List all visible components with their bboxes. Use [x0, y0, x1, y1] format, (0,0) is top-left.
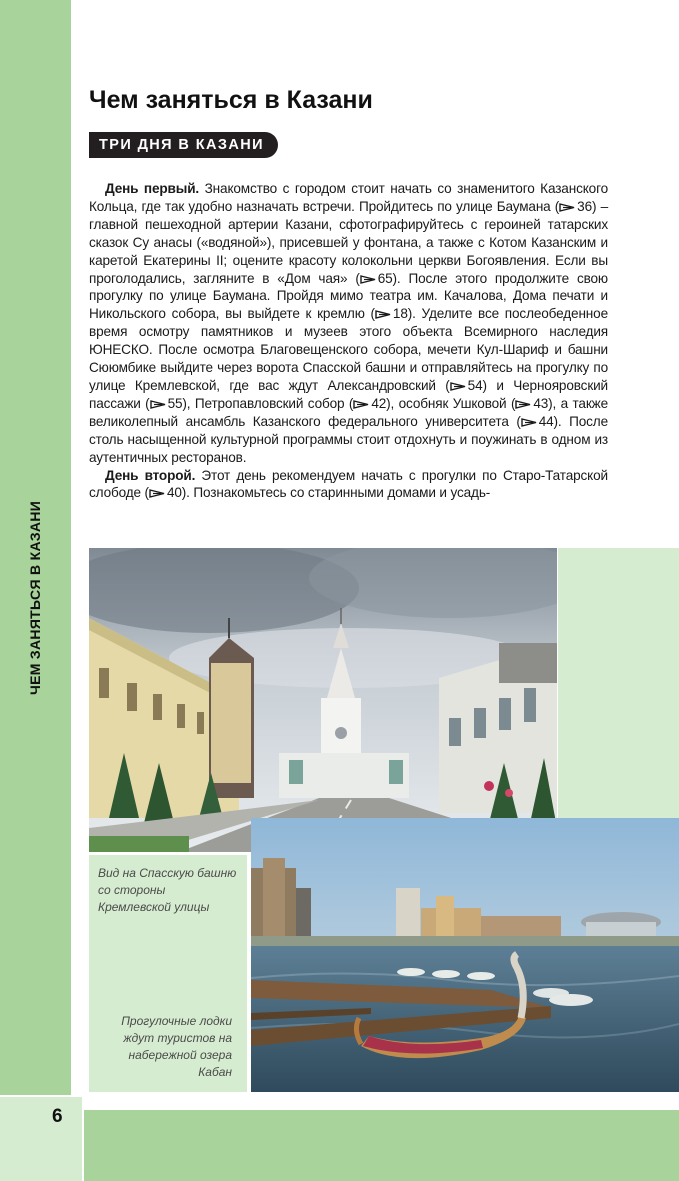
photo-kremlevskaya-street	[89, 548, 557, 852]
page-number: 6	[52, 1106, 63, 1127]
photo-caption-boats: Прогулочные лодки ждут туристов на набережной озера Кабан	[121, 1014, 232, 1079]
page-number-box	[0, 1097, 82, 1181]
page-ref-arrow-icon	[450, 382, 467, 391]
page-ref-arrow-icon	[375, 310, 392, 319]
day-one-label: День первый.	[105, 181, 200, 196]
page-ref-arrow-icon	[150, 400, 167, 409]
page-ref-arrow-icon	[521, 418, 538, 427]
section-title-vertical: ЧЕМ ЗАНЯТЬСЯ В КАЗАНИ	[27, 500, 43, 696]
decorative-panel-right	[558, 548, 679, 818]
section-badge: ТРИ ДНЯ В КАЗАНИ	[89, 132, 278, 158]
page-ref-arrow-icon	[149, 489, 166, 498]
photo-kaban-lake-boats	[251, 818, 679, 1092]
paragraph-day-two: День второй. Этот день рекомендуем начать с прогулки по Старо-Татарской слободе ( 40). Познакомьтесь со старинными домами и усадь-	[89, 467, 608, 501]
page-ref-arrow-icon	[515, 400, 532, 409]
page-ref-arrow-icon	[559, 203, 576, 212]
footer-band	[84, 1110, 679, 1181]
page-title: Чем заняться в Казани	[89, 86, 373, 114]
page-ref-arrow-icon	[360, 275, 377, 284]
page-ref-arrow-icon	[353, 400, 370, 409]
paragraph-day-one: День первый. Знакомство с городом стоит начать со знаменитого Казанского Кольца, где так удобно назначать встречи. Пройдитесь по улице Баумана ( 36) – главной пешеходной артерии Казани, сфотографируйтесь с героиней татарских сказок Су анасы («водяной»), присевшей у фонтана, а также с Котом Казанским и каретой Екатерины II; оцените красоту колокольни церкви Богоявления. Если вы проголодались, загляните в «Дом чая» ( 65). После этого продолжите свою прогулку по улице Баумана. Пройдя мимо театра им. Качалова, Дома печати и Никольского собора, вы выйдете к кремлю ( 18). Уделите все послеобеденное время осмотру памятников и музеев этого объекта Всемирного наследия ЮНЕСКО. После осмотра Благовещенского собора, мечети Кул-Шариф и башни Сююмбике выйдите через ворота Спасской башни и отправляйтесь на прогулку по улице Кремлевской, где вас ждут Александровский ( 54) и Чернояровский пассажи ( 55), Петропавловский собор ( 42), особняк Ушковой ( 43), а также великолепный ансамбль Казанского федерального университета ( 44). После столь насыщенной культурной программы стоит отдохнуть и поужинать в одном из аутентичных ресторанов.	[89, 181, 609, 465]
article-body	[89, 180, 608, 502]
day-two-label: День второй.	[105, 467, 196, 483]
photo-caption-spasskaya: Вид на Спасскую башню со стороны Кремлевской улицы	[98, 866, 237, 914]
